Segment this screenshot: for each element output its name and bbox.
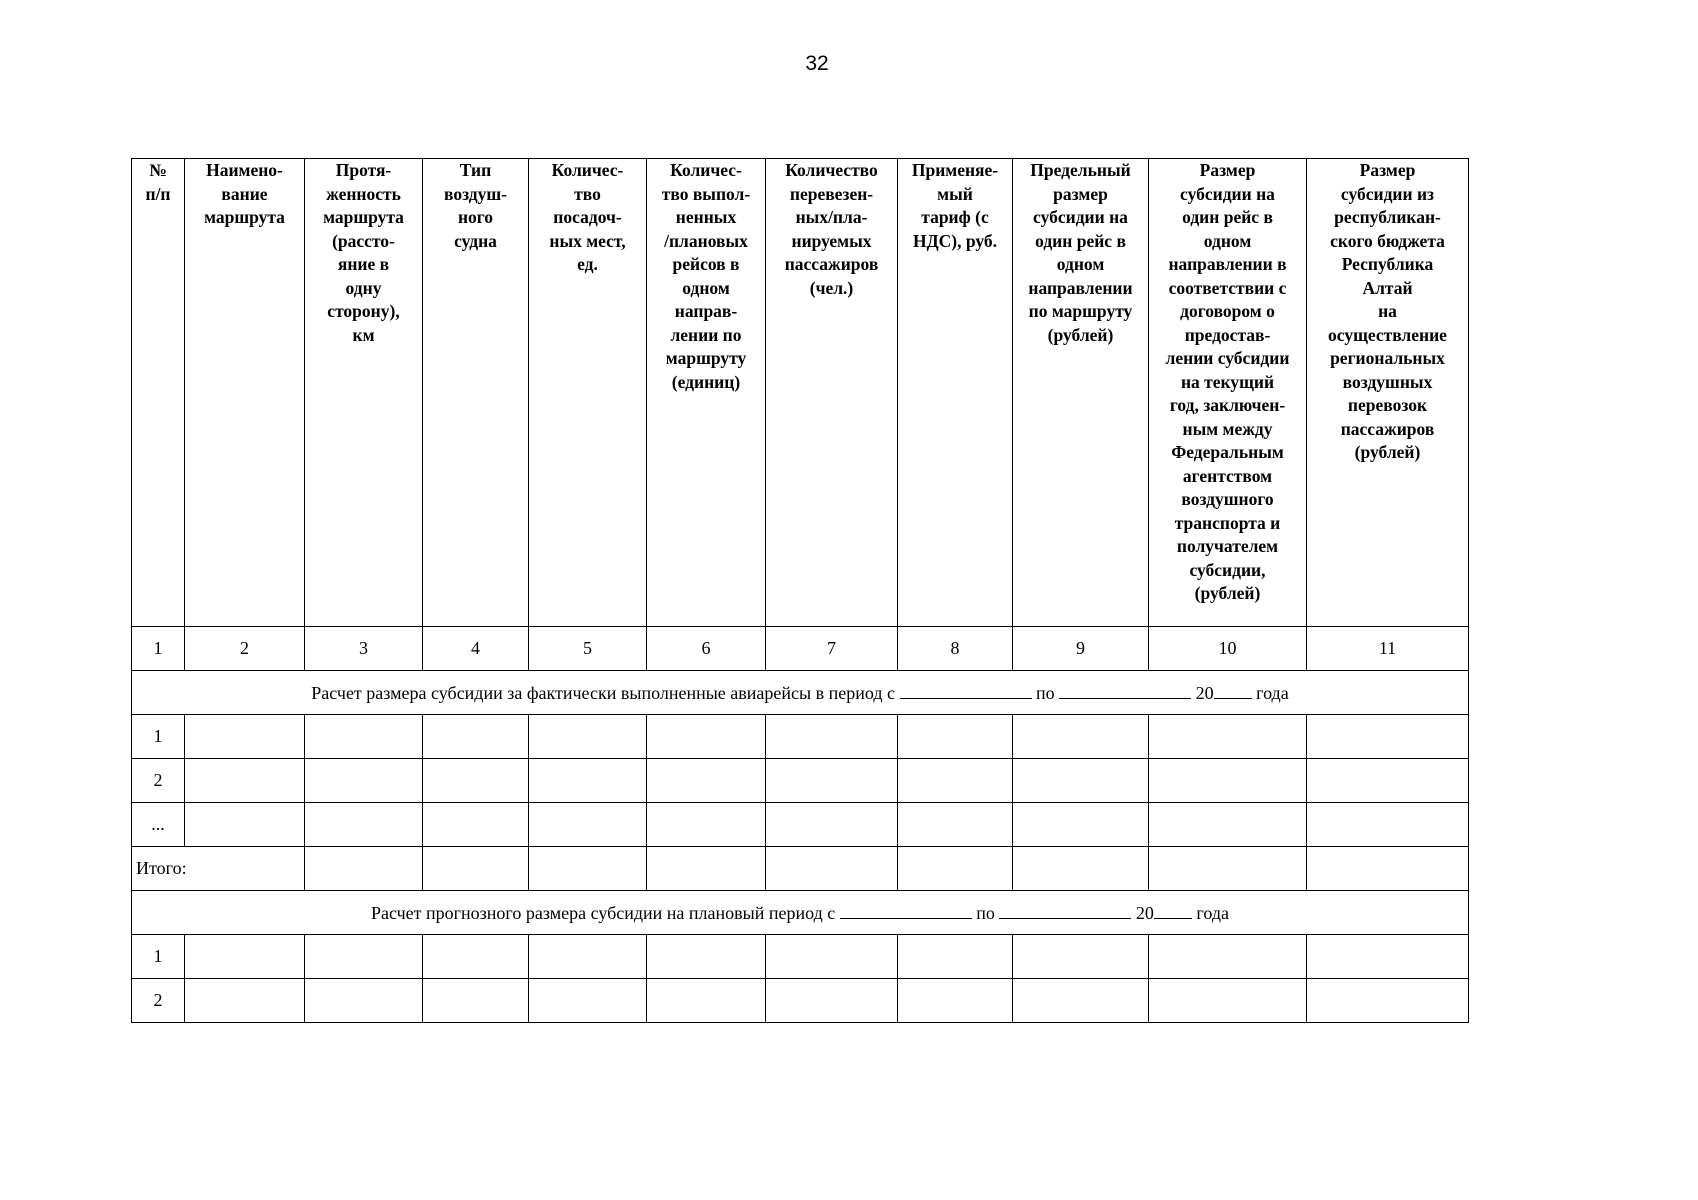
date-to-blank[interactable] <box>1059 682 1191 699</box>
section-actual-to-word: по <box>1036 682 1055 703</box>
header-cell-contract-subsidy: Размер субсидии на один рейс в одном направлении в соответствии с договором о предостав- лении субсидии на текущий год, заключен- ным между Федеральным агентством воздушного транспорта и получателем субсидии, (рублей) <box>1149 159 1307 627</box>
header-cell-route-length: Протя- женность маршрута (рассто- яние в одну сторону), км <box>305 159 423 627</box>
column-number: 10 <box>1149 627 1307 671</box>
header-cell-aircraft-type: Тип воздуш- ного судна <box>423 159 529 627</box>
row-number: ... <box>132 803 185 847</box>
column-number: 5 <box>529 627 647 671</box>
section-forecast-text: Расчет прогнозного размера субсидии на плановый период с <box>371 902 836 923</box>
section-actual-row <box>132 671 1469 715</box>
date-from-blank[interactable] <box>840 902 972 919</box>
row-number: 2 <box>132 979 185 1023</box>
table-row <box>132 715 1469 759</box>
column-number: 4 <box>423 627 529 671</box>
date-to-blank[interactable] <box>999 902 1131 919</box>
section-forecast-row <box>132 891 1469 935</box>
column-number: 3 <box>305 627 423 671</box>
header-cell-passengers: Количество перевезен- ных/пла- нируемых пассажиров (чел.) <box>766 159 898 627</box>
column-number: 8 <box>898 627 1013 671</box>
section-actual-year-word: года <box>1256 682 1289 703</box>
header-cell-flights: Количес- тво выпол- ненных /плановых рейсов в одном направ- лении по маршруту (единиц) <box>647 159 766 627</box>
section-forecast-heading <box>132 891 1469 935</box>
table-row <box>132 935 1469 979</box>
total-row <box>132 847 1469 891</box>
column-number: 2 <box>185 627 305 671</box>
header-cell-max-subsidy: Предельный размер субсидии на один рейс в одном направлении по маршруту (рублей) <box>1013 159 1149 627</box>
year-blank[interactable] <box>1154 902 1192 919</box>
header-cell-row-number: № п/п <box>132 159 185 627</box>
column-number: 11 <box>1307 627 1469 671</box>
header-cell-seats: Количес- тво посадоч- ных мест, ед. <box>529 159 647 627</box>
column-number: 9 <box>1013 627 1149 671</box>
section-forecast-year-word: года <box>1196 902 1229 923</box>
row-number: 2 <box>132 759 185 803</box>
section-actual-year-prefix: 20 <box>1195 682 1214 703</box>
header-cell-route-name: Наимено- вание маршрута <box>185 159 305 627</box>
total-label: Итого: <box>132 847 305 891</box>
table-row <box>132 803 1469 847</box>
date-from-blank[interactable] <box>900 682 1032 699</box>
section-forecast-year-prefix: 20 <box>1135 902 1154 923</box>
section-actual-text: Расчет размера субсидии за фактически выполненные авиарейсы в период с <box>311 682 895 703</box>
section-forecast-to-word: по <box>976 902 995 923</box>
header-row <box>132 159 1469 627</box>
column-number: 1 <box>132 627 185 671</box>
column-number-row <box>132 627 1469 671</box>
header-cell-tariff: Применяе- мый тариф (с НДС), руб. <box>898 159 1013 627</box>
header-cell-republic-subsidy: Размер субсидии из республикан- ского бюджета Республика Алтай на осуществление региональных воздушных перевозок пассажиров (рублей) <box>1307 159 1469 627</box>
section-actual-heading <box>132 671 1469 715</box>
subsidy-calculation-table <box>131 158 1469 1023</box>
page-number: 32 <box>805 52 829 75</box>
year-blank[interactable] <box>1214 682 1252 699</box>
table-row <box>132 979 1469 1023</box>
column-number: 6 <box>647 627 766 671</box>
table-row <box>132 759 1469 803</box>
row-number: 1 <box>132 715 185 759</box>
row-number: 1 <box>132 935 185 979</box>
column-number: 7 <box>766 627 898 671</box>
